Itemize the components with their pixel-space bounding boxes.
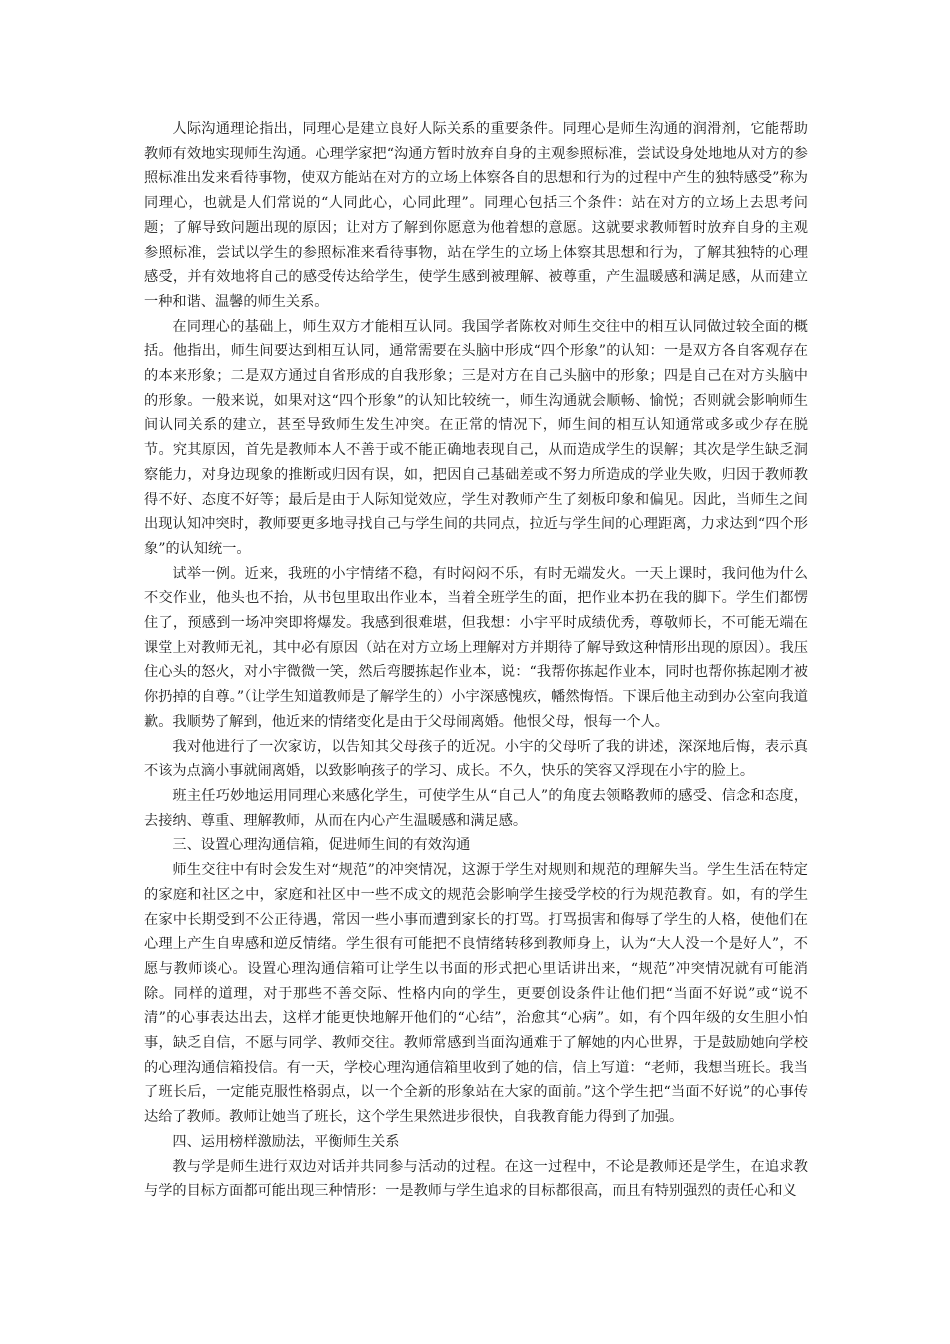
- paragraph-example-xiaoyu: 试举一例。近来，我班的小宇情绪不稳，有时闷闷不乐，有时无端发火。一天上课时，我问他为什么不交作业，他头也不抬，从书包里取出作业本，当着全班学生的面，把作业本扔在我的脚下。学生们都愣住了，预感到一场冲突即将爆发。我感到很难堪，但我想：小宇平时成绩优秀，尊敬师长，不可能无端在课堂上对教师无礼，其中必有原因（站在对方立场上理解对方并期待了解导致这种情形出现的原因）。我压住心头的怒火，对小宇微微一笑，然后弯腰拣起作业本，说：“我帮你拣起作业本，同时也帮你拣起刚才被你扔掉的自尊。”（让学生知道教师是了解学生的）小宇深感愧疚，幡然悔悟。下课后他主动到办公室向我道歉。我顺势了解到，他近来的情绪变化是由于父母闹离婚。他恨父母，恨每一个人。: [144, 565, 808, 730]
- section-heading-role-model: 四、运用榜样激励法，平衡师生关系: [172, 1133, 400, 1150]
- document-body: [144, 117, 808, 1204]
- paragraph-empathy-summary: 班主任巧妙地运用同理心来感化学生，可使学生从“自己人”的角度去领略教师的感受、信念和态度，去接纳、尊重、理解教师，从而在内心产生温暖感和满足感。: [144, 787, 808, 829]
- paragraph-teaching-learning: 教与学是师生进行双边对话并共同参与活动的过程。在这一过程中，不论是教师还是学生，在追求教与学的目标方面都可能出现三种情形：一是教师与学生追求的目标都很高，而且有特别强烈的责任心和义: [144, 1158, 808, 1200]
- section-heading-mailbox: 三、设置心理沟通信箱，促进师生间的有效沟通: [172, 837, 471, 854]
- paragraph-empathy-theory: 人际沟通理论指出，同理心是建立良好人际关系的重要条件。同理心是师生沟通的润滑剂，它能帮助教师有效地实现师生沟通。心理学家把“沟通方暂时放弃自身的主观参照标准，尝试设身处地地从对方的参照标准出发来看待事物，使双方能站在对方的立场上体察各自的思想和行为的过程中产生的独特感受”称为同理心，也就是人们常说的“人同此心，心同此理”。同理心包括三个条件：站在对方的立场上去思考问题；了解导致问题出现的原因；让对方了解到你愿意为他着想的意愿。这就要求教师暂时放弃自身的主观参照标准，尝试以学生的参照标准来看待事物，站在学生的立场上体察其思想和行为，了解其独特的心理感受，并有效地将自己的感受传达给学生，使学生感到被理解、被尊重，产生温暖感和满足感，从而建立一种和谐、温馨的师生关系。: [144, 121, 808, 310]
- paragraph-home-visit: 我对他进行了一次家访，以告知其父母孩子的近况。小宇的父母听了我的讲述，深深地后悔，表示真不该为点滴小事就闹离婚，以致影响孩子的学习、成长。不久，快乐的笑容又浮现在小宇的脸上。: [144, 738, 808, 780]
- paragraph-mailbox: 师生交往中有时会发生对“规范”的冲突情况，这源于学生对规则和规范的理解失当。学生生活在特定的家庭和社区之中，家庭和社区中一些不成文的规范会影响学生接受学校的行为规范教育。如，有的学生在家中长期受到不公正待遇，常因一些小事而遭到家长的打骂。打骂损害和侮辱了学生的人格，使他们在心理上产生自卑感和逆反情绪。学生很有可能把不良情绪转移到教师身上，认为“大人没一个是好人”，不愿与教师谈心。设置心理沟通信箱可让学生以书面的形式把心里话讲出来，“规范”冲突情况就有可能消除。同样的道理，对于那些不善交际、性格内向的学生，更要创设条件让他们把“当面不好说”或“说不清”的心事表达出去，这样才能更快地解开他们的“心结”，治愈其“心病”。如，有个四年级的女生胆小怕事，缺乏自信，不愿与同学、教师交往。教师常感到当面沟通难于了解她的内心世界，于是鼓励她向学校的心理沟通信箱投信。有一天，学校心理沟通信箱里收到了她的信，信上写道：“老师，我想当班长。我当了班长后，一定能克服性格弱点，以一个全新的形象站在大家的面前。”这个学生把“当面不好说”的心事传达给了教师。教师让她当了班长，这个学生果然进步很快，自我教育能力得到了加强。: [144, 862, 808, 1126]
- paragraph-mutual-recognition: 在同理心的基础上，师生双方才能相互认同。我国学者陈枚对师生交往中的相互认同做过较全面的概括。他指出，师生间要达到相互认同，通常需要在头脑中形成“四个形象”的认知：一是双方各自客观存在的本来形象；二是双方通过自省形成的自我形象；三是对方在自己头脑中的形象；四是自己在对方头脑中的形象。一般来说，如果对这“四个形象”的认知比较统一，师生沟通就会顺畅、愉悦；否则就会影响师生间认同关系的建立，甚至导致师生发生冲突。在正常的情况下，师生间的相互认知通常或多或少存在脱节。究其原因，首先是教师本人不善于或不能正确地表现自己，从而造成学生的误解；其次是学生缺乏洞察能力，对身边现象的推断或归因有误，如，把因自己基础差或不努力所造成的学业失败，归因于教师教得不好、态度不好等；最后是由于人际知觉效应，学生对教师产生了刻板印象和偏见。因此，当师生之间出现认知冲突时，教师要更多地寻找自己与学生间的共同点，拉近与学生间的心理距离，力求达到“四个形象”的认知统一。: [144, 318, 808, 557]
